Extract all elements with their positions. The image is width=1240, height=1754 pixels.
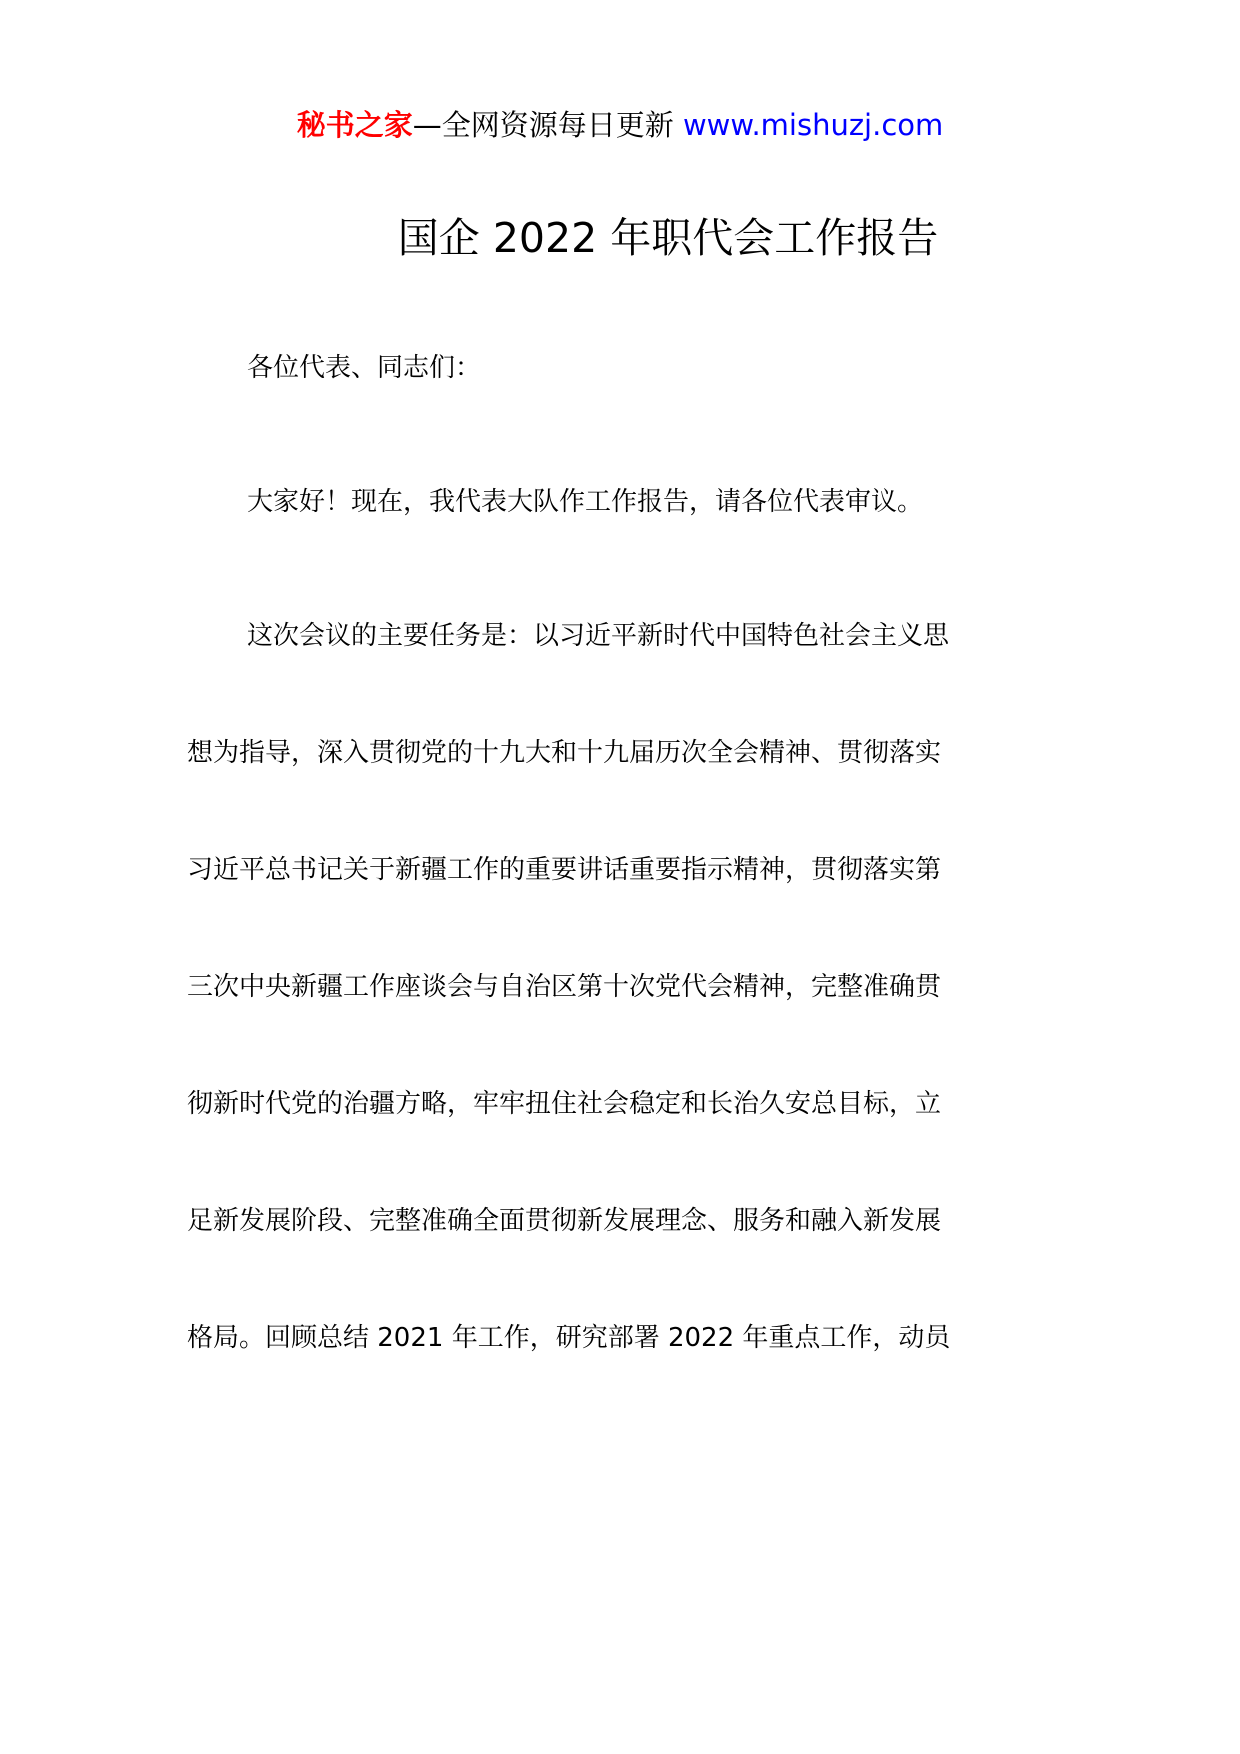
document-title: 国企 2022 年职代会工作报告 <box>397 214 939 262</box>
site-url-link[interactable]: www.mishuzj.com <box>682 108 944 142</box>
greeting: 大家好！现在，我代表大队作工作报告，请各位代表审议。 <box>247 487 924 517</box>
paragraph-line: 三次中央新疆工作座谈会与自治区第十次党代会精神，完整准确贯 <box>187 972 942 1002</box>
paragraph-line: 习近平总书记关于新疆工作的重要讲话重要指示精神，贯彻落实第 <box>187 855 942 885</box>
paragraph-line: 彻新时代党的治疆方略，牢牢扭住社会稳定和长治久安总目标，立 <box>187 1089 942 1119</box>
paragraph-line: 格局。回顾总结 2021 年工作，研究部署 2022 年重点工作，动员 <box>187 1323 951 1353</box>
salutation: 各位代表、同志们： <box>247 353 482 383</box>
header-tagline: —全网资源每日更新 <box>412 108 674 142</box>
paragraph-line: 足新发展阶段、完整准确全面贯彻新发展理念、服务和融入新发展 <box>187 1206 942 1236</box>
brand-name: 秘书之家 <box>296 108 413 142</box>
paragraph-line: 这次会议的主要任务是：以习近平新时代中国特色社会主义思 <box>247 621 950 651</box>
paragraph-line: 想为指导，深入贯彻党的十九大和十九届历次全会精神、贯彻落实 <box>187 738 942 768</box>
site-header <box>0 100 1240 150</box>
